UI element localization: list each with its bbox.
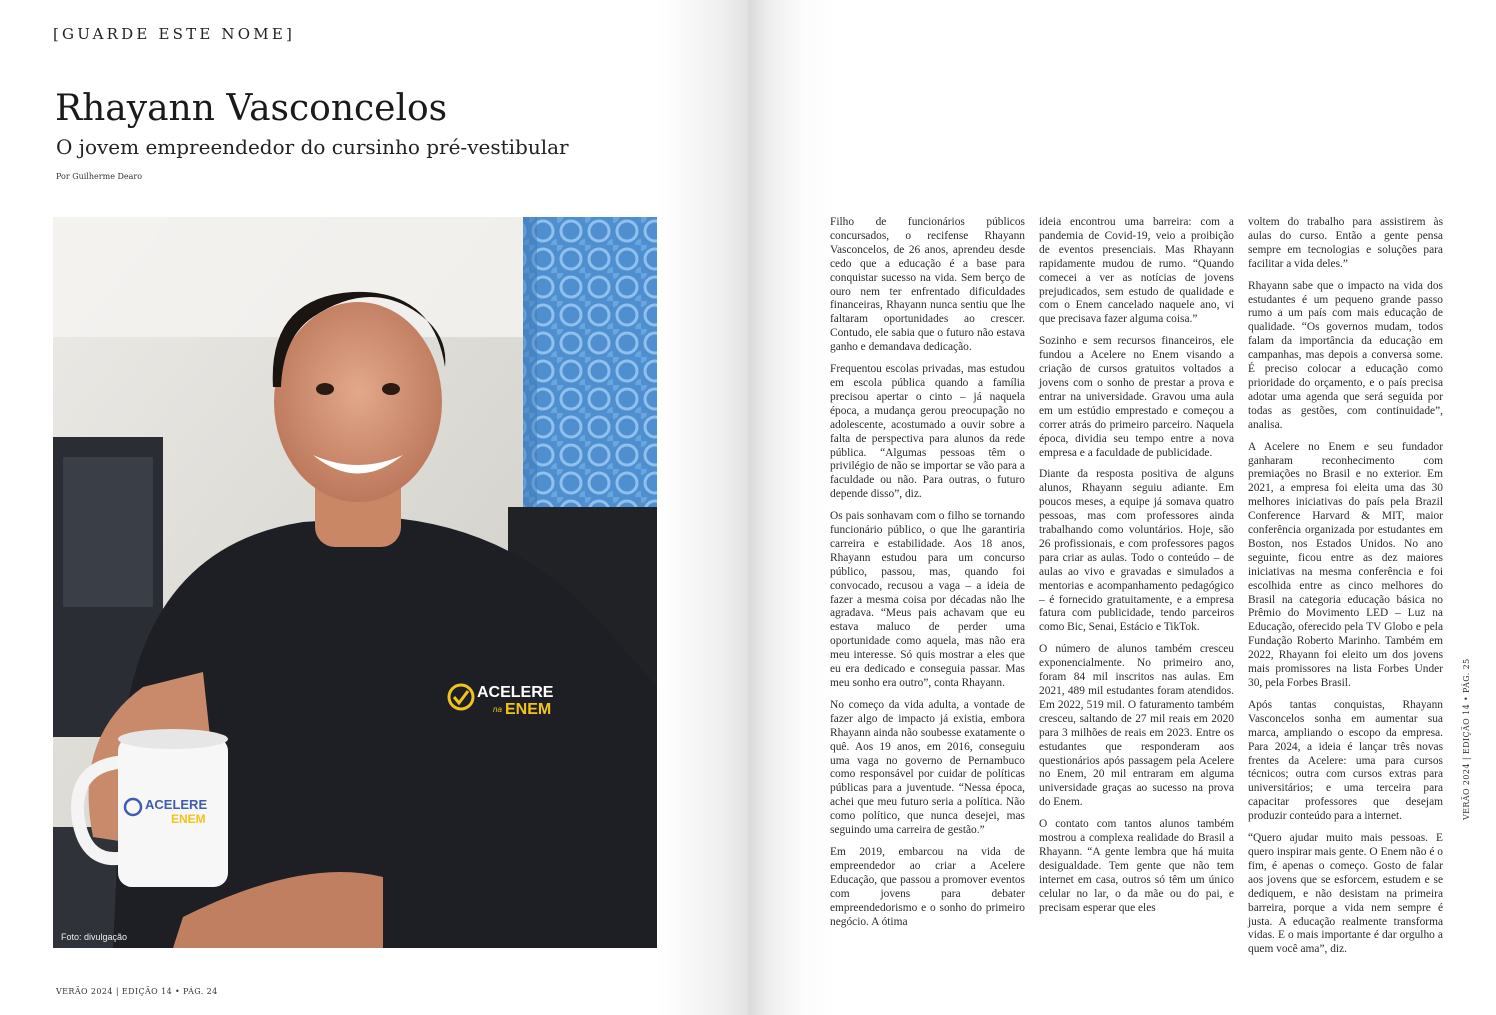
paragraph: No começo da vida adulta, a vontade de fazer algo de impacto já existia, embora Rhayann ainda não soubesse exatamente o quê. Aos 19 anos, em 2016, conseguiu uma vaga no governo de Pernambuco como responsável por cuidar de políticas públicas para a juventude. “Nessa época, achei que meu futuro seria a política. Não como político, que nunca desejei, mas seguindo uma carreira de gestão.” (830, 698, 1025, 837)
paragraph: “Quero ajudar muito mais pessoas. E quero inspirar mais gente. O Enem não é o fim, é apenas o começo. Gosto de falar aos jovens que se esforcem, estudem e se dediquem, e não desistam na primeira barreira, porque a vida nem sempre é justa. A educação realmente transforma vidas. E o mais importante é dar orgulho a quem você ama”, diz. (1248, 832, 1443, 956)
paragraph: Rhayann sabe que o impacto na vida dos estudantes é um pequeno grande passo rumo a um país com mais educação de qualidade. “Os governos mudam, todos falam da importância da educação em campanhas, mas depois a conversa some. É preciso colocar a educação como prioridade do orçamento, e o país precisa adotar uma agenda que será seguida por todas as gestões, com continuidade”, analisa. (1248, 279, 1443, 431)
paragraph: ideia encontrou uma barreira: com a pandemia de Covid-19, veio a proibição de eventos presenciais. Mas Rhayann rapidamente mudou de rumo. “Quando comecei a ver as notícias de jovens prejudicados, sem estudo de qualidade e com o Enem cancelado naquele ano, vi que precisava fazer alguma coisa.” (1039, 216, 1234, 326)
page-footer-right: VERÃO 2024 | EDIÇÃO 14 • PÁG. 25 (1462, 658, 1471, 820)
paragraph: Diante da resposta positiva de alguns alunos, Rhayann seguiu adiante. Em poucos meses, a equipe já somava quatro pessoas, mas com professores ainda trabalhando como voluntários. Hoje, são 26 profissionais, e com professores pagos para criar as aulas. Todo o conteúdo – de aulas ao vivo e gravadas e simulados a mentorias e acompanhamento pedagógico – é fornecido gratuitamente, e a empresa fatura com publicidade, tendo parceiros como Bic, Senai, Estácio e TikTok. (1039, 468, 1234, 634)
byline: Por Guilherme Dearo (56, 172, 143, 181)
section-tag: [GUARDE ESTE NOME] (53, 25, 296, 43)
paragraph: voltem do trabalho para assistirem às aulas do curso. Então a gente pensa sempre em tecnologias e soluções para facilitar a vida deles.” (1248, 216, 1443, 270)
article-column-2 (1039, 216, 1234, 924)
shirt-logo-enem: ENEM (505, 701, 552, 718)
paragraph: Após tantas conquistas, Rhayann Vasconcelos sonha em aumentar sua marca, ampliando o escopo da empresa. Para 2024, a ideia é lançar três novas frentes da Acelere: uma para cursos técnicos; outra com cursos extras para universitários; e uma terceira para capacitar professores que desejam produzir conteúdo para a internet. (1248, 698, 1443, 823)
paragraph: Os pais sonhavam com o filho se tornando funcionário público, o que lhe garantiria carreira e estabilidade. Aos 18 anos, Rhayann estudou para um concurso público, passou, mas, quando foi convocado, recusou a vaga – a ideia de fazer a mesma coisa por décadas não lhe agradava. “Meus pais achavam que eu estava maluco de perder uma oportunidade como aquela, mas não era meu interesse. Só quis mostrar a eles que eu era dedicado e conseguia passar. Mas meu sonho era outro”, conta Rhayann. (830, 510, 1025, 689)
paragraph: O contato com tantos alunos também mostrou a complexa realidade do Brasil a Rhayann. “A gente lembra que há muita desigualdade. Tem gente que não tem internet em casa, outros só têm um único celular no lar, o da mãe ou do pai, e precisam esperar que eles (1039, 818, 1234, 914)
paragraph: A Acelere no Enem e seu fundador ganharam reconhecimento com premiações no Brasil e no exterior. Em 2021, a empresa foi eleita uma das 30 melhores iniciativas do país pela Brazil Conference Harvard & MIT, maior conferência organizada por estudantes em Boston, nos Estados Unidos. No ano seguinte, ficou entre as dez maiores iniciativas na mesma conferência e foi escolhida entre as cinco melhores do Brasil na categoria educação básica no Prêmio do Movimento LED – Luz na Educação, oferecido pela TV Globo e pela Fundação Roberto Marinho. Também em 2022, Rhayann foi eleito um dos jovens mais promissores na lista Forbes Under 30, pela Forbes Brasil. (1248, 440, 1443, 689)
paragraph: Sozinho e sem recursos financeiros, ele fundou a Acelere no Enem visando a criação de cursos gratuitos voltados a jovens com o sonho de prestar a prova e entrar na universidade. Gravou uma aula em um estúdio emprestado e começou a correr atrás do primeiro parceiro. Naquela época, dividia seu tempo entre a nova empresa e a faculdade de publicidade. (1039, 335, 1234, 459)
photo-credit: Foto: divulgação (61, 932, 128, 942)
mug-logo-text: ACELERE (145, 797, 208, 812)
right-page (748, 0, 1496, 1015)
portrait-photo (53, 217, 657, 948)
paragraph: Frequentou escolas privadas, mas estudou em escola pública quando a família precisou apertar o cinto – já naquela época, a mudança gerou preocupação no adolescente, acostumado a ouvir sobre a falta de perspectiva para alunos da rede pública. “Algumas pessoas têm o privilégio de não se importar se vão para a faculdade ou não. Para outras, o futuro depende disso”, diz. (830, 363, 1025, 501)
article-subheadline: O jovem empreendedor do cursinho pré-vestibular (56, 135, 569, 159)
paragraph: O número de alunos também cresceu exponencialmente. No primeiro ano, foram 84 mil inscritos nas aulas. Em 2021, 489 mil estudantes foram atendidos. Em 2022, 519 mil. O faturamento também cresceu, saltando de 27 mil reais em 2020 para 3 milhões de reais em 2023. Entre os estudantes que responderam aos questionários após passagem pela Acelere no Enem, 20 mil entraram em alguma universidade graças ao sucesso na prova do Enem. (1039, 643, 1234, 809)
shirt-logo-small: na (493, 705, 502, 714)
article-column-1 (830, 216, 1025, 937)
mug-logo-enem: ENEM (171, 812, 206, 826)
paragraph: Filho de funcionários públicos concursados, o recifense Rhayann Vasconcelos, de 26 anos, aprendeu desde cedo que a educação é a base para conquistar sucesso na vida. Sem berço de ouro nem ter enfrentado dificuldades financeiras, Rhayann nunca sentiu que lhe faltaram oportunidades ao crescer. Contudo, ele sabia que o futuro não estava ganho e demandava dedicação. (830, 216, 1025, 354)
article-column-3 (1248, 216, 1443, 965)
page-footer-left: VERÃO 2024 | EDIÇÃO 14 • PÁG. 24 (56, 987, 218, 996)
portrait-illustration (53, 217, 657, 948)
article-headline: Rhayann Vasconcelos (55, 88, 448, 129)
shirt-logo-text: ACELERE (477, 684, 554, 701)
paragraph: Em 2019, embarcou na vida de empreendedor ao criar a Acelere Educação, que passou a promover eventos com jovens para debater empreendedorismo e o sonho do primeiro negócio. A ótima (830, 845, 1025, 928)
